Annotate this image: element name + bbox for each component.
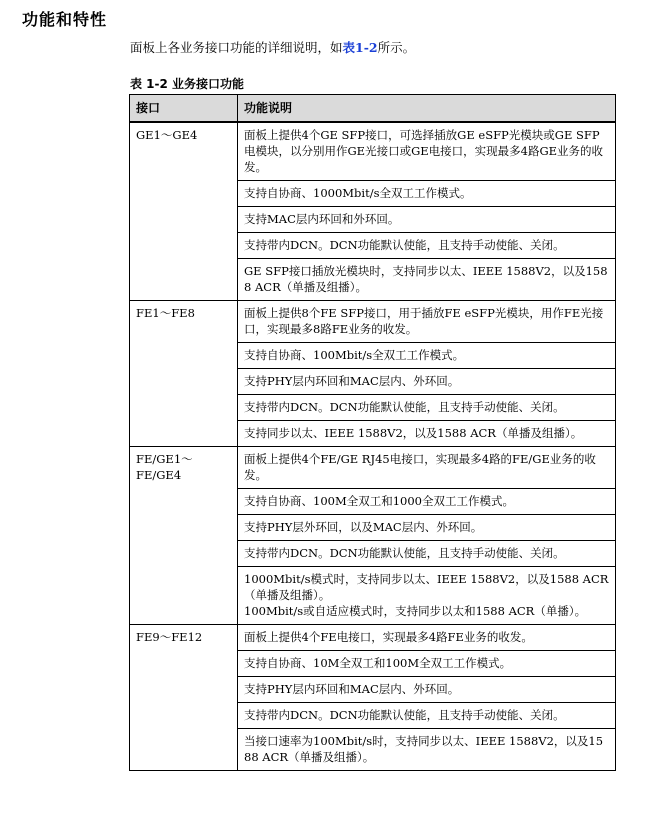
description-text: 面板上提供4个FE电接口，实现最多4路FE业务的收发。 <box>244 630 533 644</box>
description-cell <box>238 515 616 541</box>
description-text: 支持带内DCN。DCN功能默认使能，且支持手动使能、关闭。 <box>244 400 565 414</box>
table-caption: 表 1-2 业务接口功能 <box>130 77 245 91</box>
description-text: 面板上提供4个FE/GE RJ45电接口，实现最多4路的FE/GE业务的收发。 <box>244 452 596 482</box>
description-cell <box>238 395 616 421</box>
description-text: GE SFP接口插放光模块时，支持同步以太、IEEE 1588V2，以及1588 ACR（单播及组播）。 <box>244 264 608 294</box>
description-cell <box>238 122 616 181</box>
description-text: 支持自协商、100Mbit/s全双工工作模式。 <box>244 348 465 362</box>
table-row <box>130 447 616 489</box>
intro-suffix: 所示。 <box>377 40 416 55</box>
description-text: 支持带内DCN。DCN功能默认使能，且支持手动使能、关闭。 <box>244 708 565 722</box>
table-row <box>130 301 616 343</box>
description-cell <box>238 259 616 301</box>
description-cell <box>238 541 616 567</box>
header-description: 功能说明 <box>238 95 616 123</box>
table-header-row <box>130 95 616 123</box>
description-text: 支持带内DCN。DCN功能默认使能，且支持手动使能、关闭。 <box>244 238 565 252</box>
interface-function-table <box>129 94 616 771</box>
description-cell <box>238 447 616 489</box>
description-cell <box>238 369 616 395</box>
description-cell <box>238 703 616 729</box>
description-text: 面板上提供8个FE SFP接口，用于插放FE eSFP光模块，用作FE光接口，实现最多8路FE业务的收发。 <box>244 306 604 336</box>
description-text: 支持MAC层内环回和外环回。 <box>244 212 400 226</box>
description-cell <box>238 301 616 343</box>
interface-cell: FE1～FE8 <box>130 301 238 447</box>
table-body <box>130 122 616 771</box>
description-cell <box>238 233 616 259</box>
header-interface: 接口 <box>130 95 238 123</box>
interface-cell: FE9～FE12 <box>130 625 238 771</box>
description-text: 支持PHY层内环回和MAC层内、外环回。 <box>244 682 460 696</box>
section-title: 功能和特性 <box>22 10 108 29</box>
description-text: 100Mbit/s或自适应模式时，支持同步以太和1588 ACR（单播）。 <box>244 604 587 618</box>
description-text: 支持带内DCN。DCN功能默认使能，且支持手动使能、关闭。 <box>244 546 565 560</box>
table-row <box>130 122 616 181</box>
description-cell <box>238 343 616 369</box>
description-text: 支持PHY层外环回，以及MAC层内、外环回。 <box>244 520 483 534</box>
description-cell <box>238 651 616 677</box>
description-cell <box>238 181 616 207</box>
table-reference-link[interactable]: 表1-2 <box>342 40 378 55</box>
description-cell <box>238 207 616 233</box>
description-cell <box>238 421 616 447</box>
intro-paragraph <box>130 38 415 56</box>
description-text: 当接口速率为100Mbit/s时，支持同步以太、IEEE 1588V2，以及1588 ACR（单播及组播）。 <box>244 734 604 764</box>
description-text: 支持自协商、10M全双工和100M全双工工作模式。 <box>244 656 512 670</box>
table-row <box>130 625 616 651</box>
description-cell <box>238 489 616 515</box>
description-text: 支持PHY层内环回和MAC层内、外环回。 <box>244 374 460 388</box>
description-text: 支持自协商、1000Mbit/s全双工工作模式。 <box>244 186 472 200</box>
interface-cell: FE/GE1～FE/GE4 <box>130 447 238 625</box>
description-text: 1000Mbit/s模式时，支持同步以太、IEEE 1588V2，以及1588 ACR（单播及组播）。 <box>244 572 609 602</box>
description-text: 支持同步以太、IEEE 1588V2，以及1588 ACR（单播及组播）。 <box>244 426 583 440</box>
interface-cell: GE1～GE4 <box>130 122 238 301</box>
description-cell <box>238 729 616 771</box>
description-cell <box>238 677 616 703</box>
description-cell <box>238 625 616 651</box>
description-cell <box>238 567 616 625</box>
description-text: 支持自协商、100M全双工和1000全双工工作模式。 <box>244 494 514 508</box>
description-text: 面板上提供4个GE SFP接口，可选择插放GE eSFP光模块或GE SFP电模块，以分别用作GE光接口或GE电接口，实现最多4路GE业务的收发。 <box>244 128 604 174</box>
intro-text: 面板上各业务接口功能的详细说明，如 <box>130 40 343 55</box>
